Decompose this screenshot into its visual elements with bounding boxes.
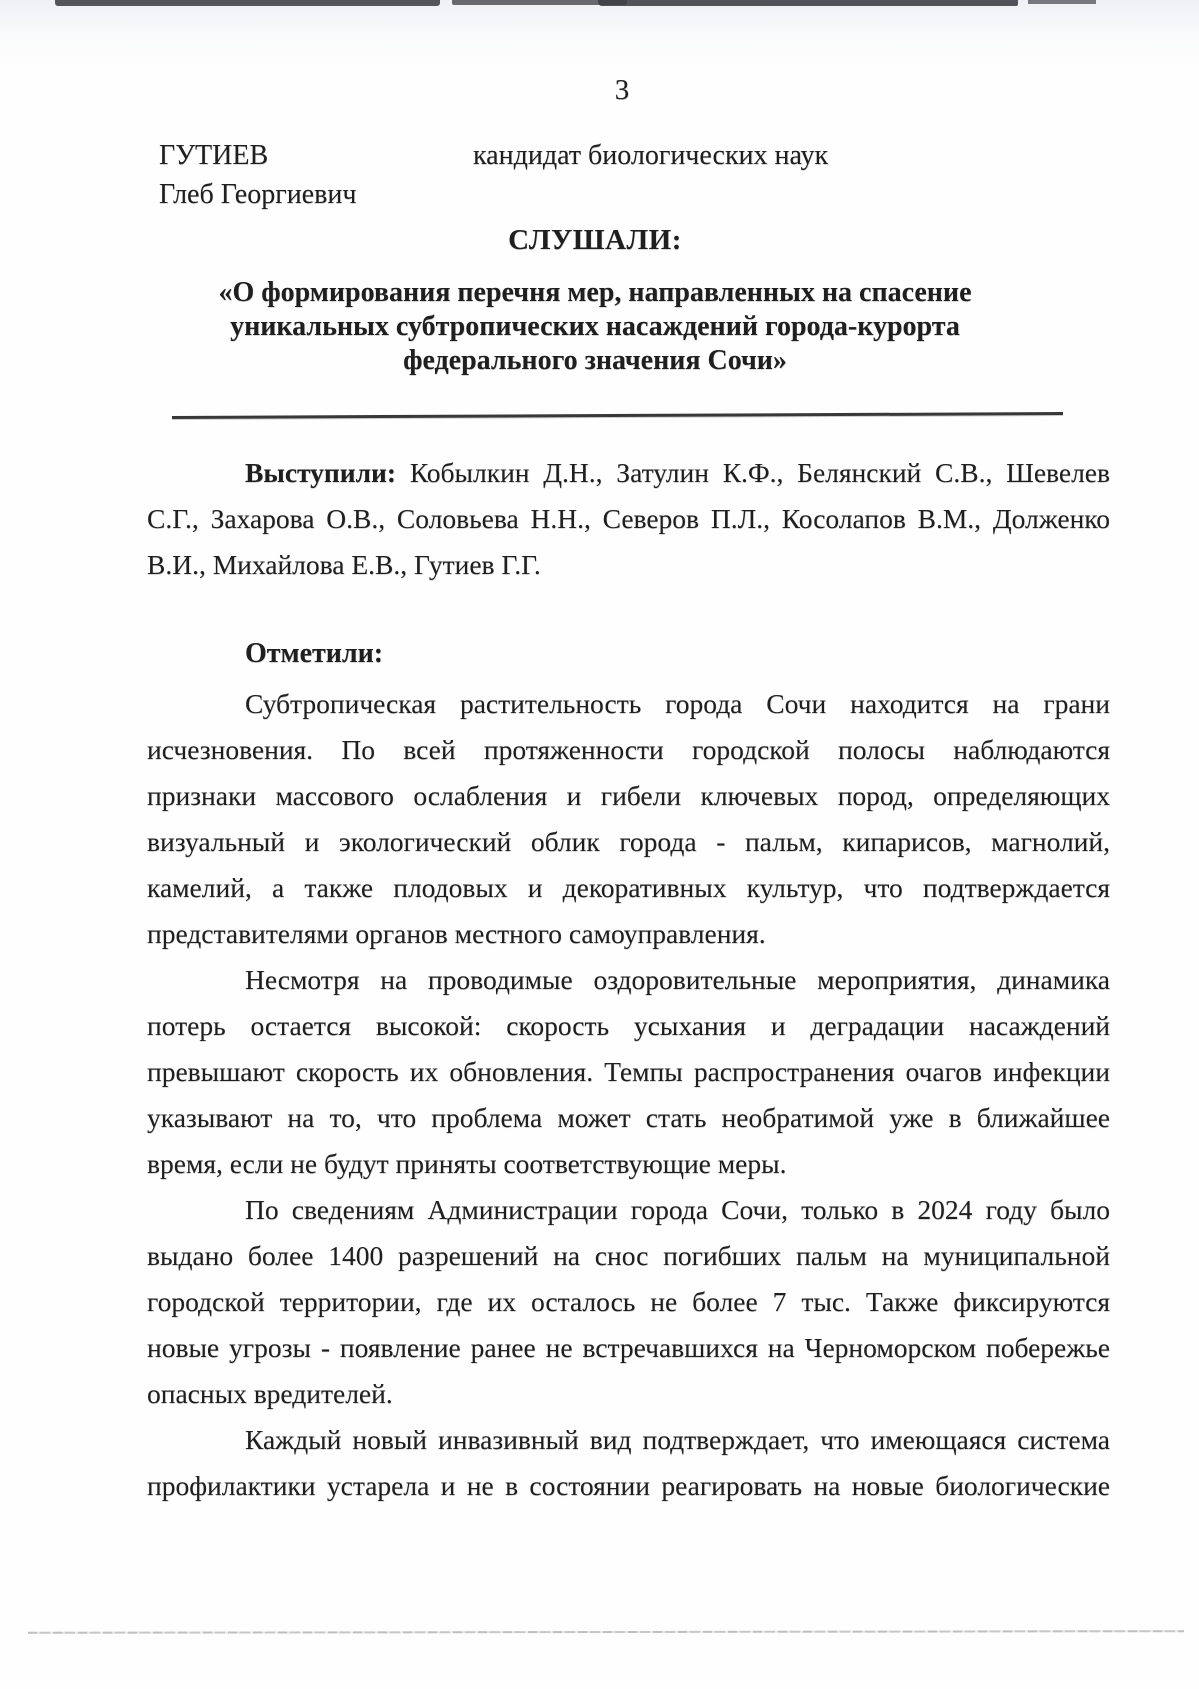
scan-edge-artifact [55,0,440,6]
speaker-given-names: Глеб Георгиевич [159,179,357,210]
section-heading-otmetili: Отметили: [245,638,384,669]
divider-rule [172,412,1063,419]
text-line: федерального значения Сочи» [403,345,787,376]
section-heading-slushali: СЛУШАЛИ: [508,224,682,256]
text-line: превышают скорость их обновления. Темпы распространения очагов инфекции [147,1056,1110,1087]
page-number: 3 [614,74,630,106]
scan-edge-artifact [1028,0,1096,4]
speaker-block [159,136,356,214]
text-line: Выступили: Кобылкин Д.Н., Затулин К.Ф., Белянский С.В., Шевелев [245,457,1110,488]
text-line: уникальных субтропических насаждений города-курорта [230,311,960,342]
text-line: выдано более 1400 разрешений на снос погибших пальм на муниципальной [147,1240,1110,1271]
scan-bottom-line [28,1630,1184,1634]
text-line: В.И., Михайлова Е.В., Гутиев Г.Г. [147,549,541,580]
text-line: потерь остается высокой: скорость усыхания и деградации насаждений [147,1010,1110,1041]
text-line: опасных вредителей. [147,1378,393,1409]
scan-shading [0,0,1199,72]
text-line: «О формирования перечня мер, направленных на спасение [218,277,972,308]
text-line: Каждый новый инвазивный вид подтверждает, что имеющаяся система [245,1424,1110,1455]
text-line: время, если не будут приняты соответствующие меры. [147,1148,787,1179]
text-line: визуальный и экологический облик города - пальм, кипарисов, магнолий, [147,826,1110,857]
text-line: признаки массового ослабления и гибели ключевых пород, определяющих [147,780,1110,811]
body-text [147,681,1110,1509]
text-line: городской территории, где их осталось не более 7 тыс. Также фиксируются [147,1286,1110,1317]
text-line: исчезновения. По всей протяженности городской полосы наблюдаются [147,734,1110,765]
speakers-paragraph [147,450,1110,588]
text-line: указывают на то, что проблема может стать необратимой уже в ближайшее [147,1102,1110,1133]
text-line: новые угрозы - появление ранее не встречавшихся на Черноморском побережье [147,1332,1110,1363]
text-line: Субтропическая растительность города Сочи находится на грани [245,688,1110,719]
scan-edge-artifact [598,0,1018,6]
speaker-surname: ГУТИЕВ [159,140,269,171]
text-line: профилактики устарела и не в состоянии реагировать на новые биологические [147,1470,1110,1501]
text-line: С.Г., Захарова О.В., Соловьева Н.Н., Северов П.Л., Косолапов В.М., Долженко [147,503,1110,534]
text-line: Несмотря на проводимые оздоровительные мероприятия, динамика [245,964,1110,995]
text-line: По сведениям Администрации города Сочи, только в 2024 году было [245,1194,1110,1225]
text-line: камелий, а также плодовых и декоративных культур, что подтверждается [147,872,1110,903]
text-line: представителями органов местного самоуправления. [147,918,766,949]
speaker-degree: кандидат биологических наук [473,140,829,171]
agenda-title [115,276,1075,378]
